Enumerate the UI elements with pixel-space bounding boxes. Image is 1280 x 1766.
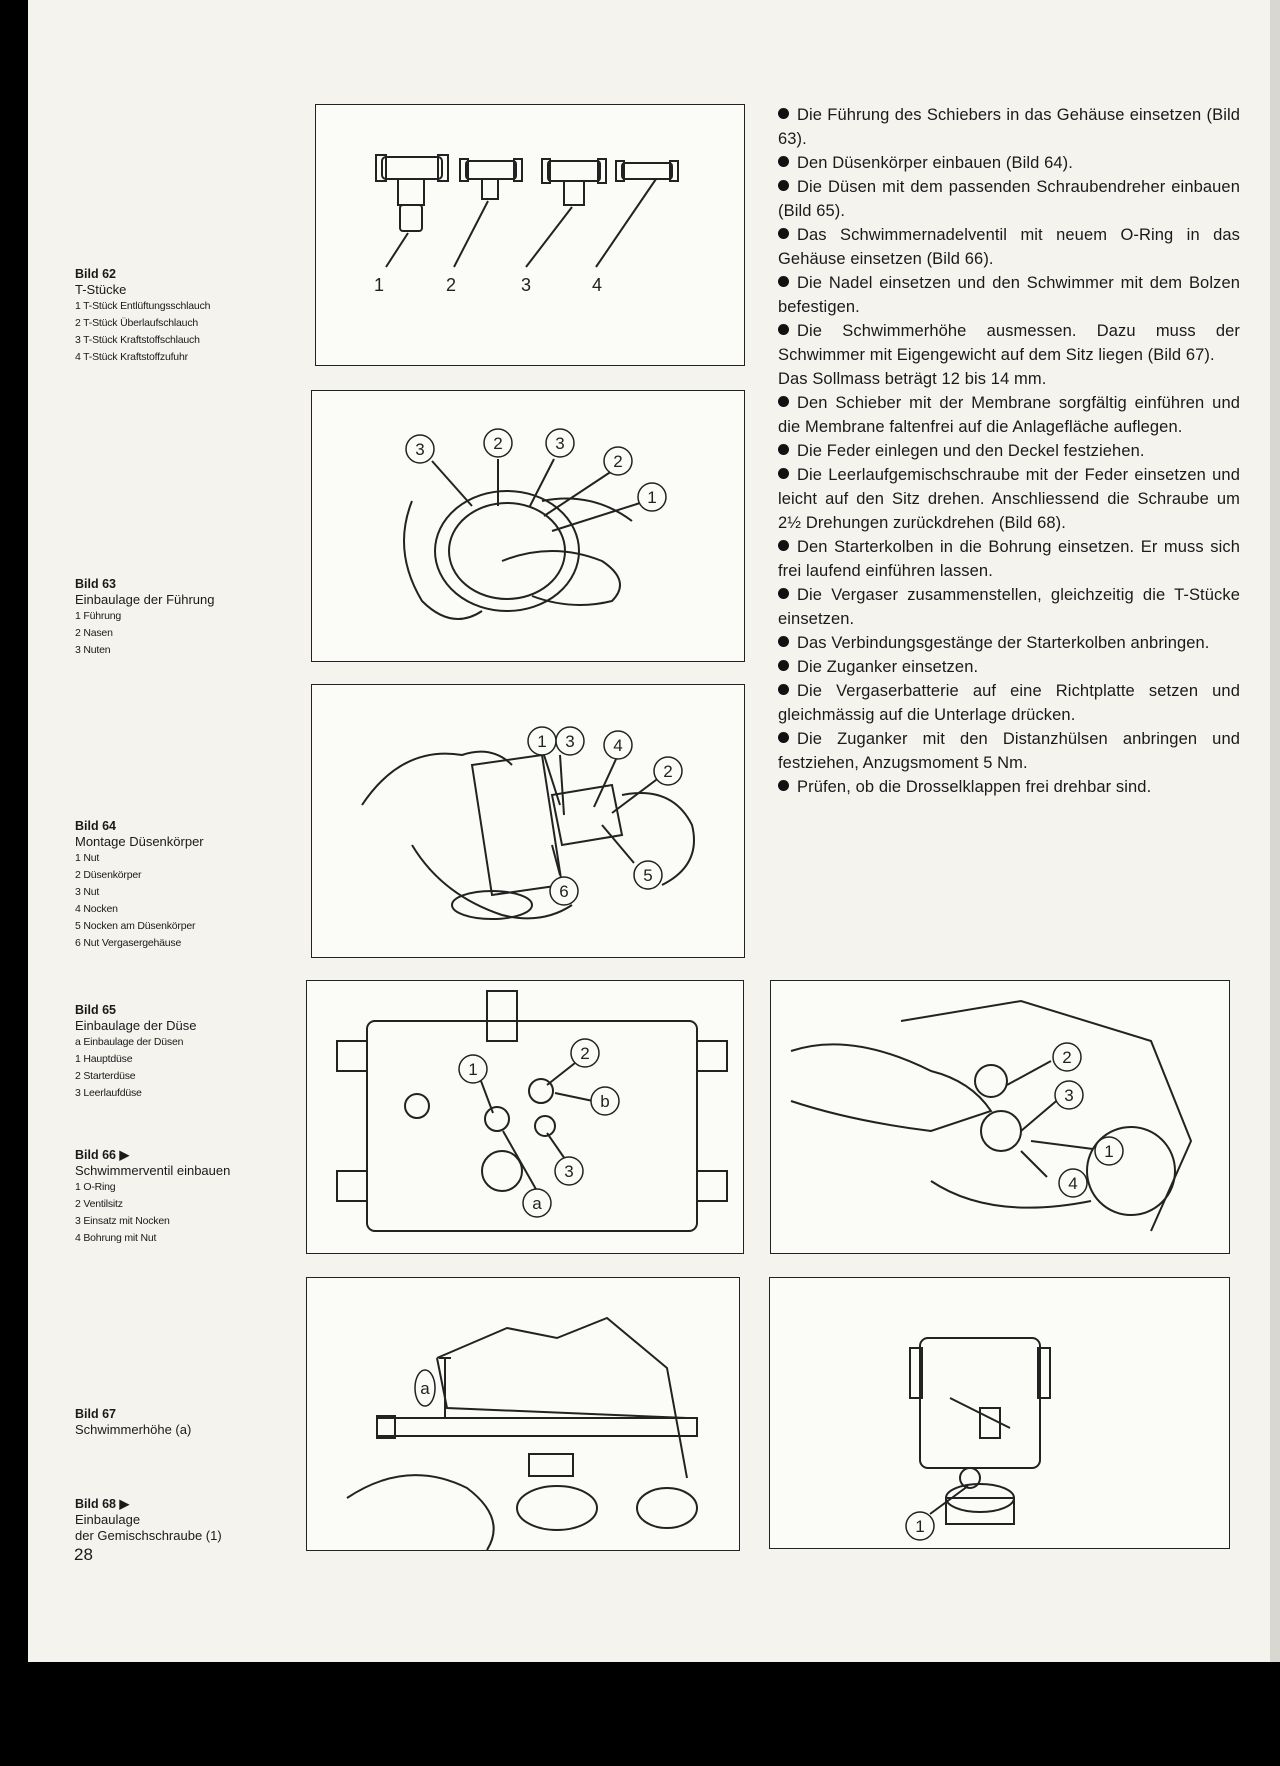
caption-item: 6 Nut Vergasergehäuse — [75, 937, 182, 949]
instruction-item — [778, 175, 1240, 223]
fig65-label: a — [532, 1194, 542, 1213]
caption-bild-64 — [75, 818, 285, 952]
caption-bild-65 — [75, 1002, 285, 1102]
instruction-item — [778, 535, 1240, 583]
caption-item: 1 Hauptdüse — [75, 1053, 133, 1065]
caption-title: Bild 63 — [75, 577, 116, 591]
bullet-icon — [778, 228, 789, 239]
fig68-label: 1 — [915, 1517, 925, 1536]
fig62-label: 1 — [374, 275, 385, 295]
caption-title: Bild 68 ▶ — [75, 1497, 130, 1511]
caption-title: Bild 62 — [75, 267, 116, 281]
instructions-column — [778, 103, 1240, 799]
bullet-icon — [778, 732, 789, 743]
bullet-icon — [778, 444, 789, 455]
bullet-icon — [778, 660, 789, 671]
caption-item: 4 Bohrung mit Nut — [75, 1232, 157, 1244]
bullet-icon — [778, 156, 789, 167]
instruction-text: Den Düsenkörper einbauen (Bild 64). — [797, 154, 1073, 172]
figure-65-jet-position — [306, 980, 744, 1254]
fig63-label: 3 — [415, 440, 425, 459]
instruction-item — [778, 439, 1240, 463]
instruction-text: Die Nadel einsetzen und den Schwimmer mit dem Bolzen befestigen. — [778, 274, 1240, 316]
instruction-item — [778, 271, 1240, 319]
instruction-text: Die Düsen mit dem passenden Schraubendreher einbauen (Bild 65). — [778, 178, 1240, 220]
instruction-item — [778, 151, 1240, 175]
bullet-icon — [778, 684, 789, 695]
instruction-item — [778, 103, 1240, 151]
bullet-icon — [778, 396, 789, 407]
page-number: 28 — [74, 1545, 93, 1564]
bullet-icon — [778, 468, 789, 479]
caption-item: a Einbaulage der Düsen — [75, 1036, 184, 1048]
caption-item: 2 Nasen — [75, 627, 113, 639]
fig65-label: 2 — [580, 1044, 590, 1063]
caption-subtitle: Schwimmerhöhe (a) — [75, 1422, 192, 1437]
bullet-icon — [778, 588, 789, 599]
instruction-item — [778, 367, 1240, 391]
caption-item: 3 Einsatz mit Nocken — [75, 1215, 170, 1227]
caption-item: 3 Nuten — [75, 644, 111, 656]
fig62-label: 3 — [521, 275, 532, 295]
caption-bild-62 — [75, 266, 285, 366]
caption-bild-67 — [75, 1406, 285, 1438]
float-height-illustration — [307, 1278, 739, 1550]
fig62-label: 4 — [592, 275, 603, 295]
fig66-label: 2 — [1062, 1048, 1072, 1067]
caption-subtitle: T-Stücke — [75, 282, 127, 297]
caption-item: 2 Düsenkörper — [75, 869, 142, 881]
caption-item: 3 T-Stück Kraftstoffschlauch — [75, 334, 200, 346]
fig63-label: 2 — [493, 434, 503, 453]
fig63-label: 2 — [613, 452, 623, 471]
instruction-text: Den Starterkolben in die Bohrung einsetzen. Er muss sich frei laufend einführen lassen. — [778, 538, 1240, 580]
instruction-text: Die Vergaser zusammenstellen, gleichzeitig die T-Stücke einsetzen. — [778, 586, 1240, 628]
fig64-label: 2 — [663, 762, 673, 781]
manual-page — [28, 0, 1280, 1662]
instruction-item — [778, 583, 1240, 631]
instruction-item — [778, 775, 1240, 799]
instruction-item — [778, 655, 1240, 679]
instruction-text: Das Schwimmernadelventil mit neuem O-Ring in das Gehäuse einsetzen (Bild 66). — [778, 226, 1240, 268]
figure-67-float-height — [306, 1277, 740, 1551]
fig64-label: 1 — [537, 732, 547, 751]
page-edge — [1270, 0, 1280, 1662]
caption-item: 4 Nocken — [75, 903, 118, 915]
fig63-label: 3 — [555, 434, 565, 453]
fig65-label: b — [600, 1092, 610, 1111]
caption-subtitle: Einbaulage — [75, 1512, 141, 1527]
caption-subtitle: Schwimmerventil einbauen — [75, 1163, 231, 1178]
instruction-item — [778, 631, 1240, 655]
jet-body-illustration — [312, 685, 744, 957]
instruction-text: Die Führung des Schiebers in das Gehäuse einsetzen (Bild 63). — [778, 106, 1240, 148]
caption-item: 3 Nut — [75, 886, 100, 898]
caption-item: 2 Starterdüse — [75, 1070, 136, 1082]
caption-title: Bild 64 — [75, 819, 116, 833]
instruction-text: Die Vergaserbatterie auf eine Richtplatte setzen und gleichmässig auf die Unterlage drücken. — [778, 682, 1240, 724]
caption-item: 1 O-Ring — [75, 1181, 116, 1193]
figure-64-jet-body-assembly — [311, 684, 745, 958]
fig64-label: 6 — [559, 882, 569, 901]
caption-subtitle: Einbaulage der Düse — [75, 1018, 197, 1033]
instruction-item — [778, 319, 1240, 367]
caption-subtitle: Einbaulage der Führung — [75, 592, 215, 607]
figure-63-guide-installation — [311, 390, 745, 662]
caption-item: 5 Nocken am Düsenkörper — [75, 920, 196, 932]
bullet-icon — [778, 180, 789, 191]
fig66-label: 1 — [1104, 1142, 1114, 1161]
instruction-item — [778, 391, 1240, 439]
caption-subtitle: Montage Düsenkörper — [75, 834, 204, 849]
instruction-text: Das Verbindungsgestänge der Starterkolben anbringen. — [797, 634, 1210, 652]
caption-item: 2 T-Stück Überlaufschlauch — [75, 317, 199, 329]
caption-title: Bild 67 — [75, 1407, 116, 1421]
caption-title: Bild 66 ▶ — [75, 1148, 130, 1162]
fig65-label: 3 — [564, 1162, 574, 1181]
instruction-item — [778, 463, 1240, 535]
caption-title: Bild 65 — [75, 1003, 116, 1017]
instruction-text: Das Sollmass beträgt 12 bis 14 mm. — [778, 370, 1047, 388]
instruction-item — [778, 223, 1240, 271]
caption-item: 1 Nut — [75, 852, 100, 864]
guide-illustration — [312, 391, 744, 661]
t-pieces-illustration — [316, 105, 744, 365]
caption-item: der Gemischschraube (1) — [75, 1528, 222, 1543]
instruction-text: Die Feder einlegen und den Deckel festziehen. — [797, 442, 1145, 460]
mixture-screw-illustration — [770, 1278, 1229, 1548]
caption-bild-66 — [75, 1147, 285, 1247]
instruction-text: Prüfen, ob die Drosselklappen frei drehbar sind. — [797, 778, 1152, 796]
caption-item: 4 T-Stück Kraftstoffzufuhr — [75, 351, 188, 363]
instruction-item — [778, 679, 1240, 727]
fig64-label: 4 — [613, 736, 623, 755]
caption-bild-68 — [75, 1496, 285, 1544]
caption-bild-63 — [75, 576, 285, 659]
fig65-label: 1 — [468, 1060, 478, 1079]
bullet-icon — [778, 276, 789, 287]
caption-item: 2 Ventilsitz — [75, 1198, 123, 1210]
fig64-label: 3 — [565, 732, 575, 751]
instruction-item — [778, 727, 1240, 775]
float-valve-illustration — [771, 981, 1229, 1253]
caption-item: 1 T-Stück Entlüftungsschlauch — [75, 300, 211, 312]
instruction-text: Den Schieber mit der Membrane sorgfältig einführen und die Membrane faltenfrei auf die Anlagefläche auflegen. — [778, 394, 1240, 436]
caption-item: 1 Führung — [75, 610, 122, 622]
bullet-icon — [778, 636, 789, 647]
figure-66-float-valve — [770, 980, 1230, 1254]
bullet-icon — [778, 540, 789, 551]
bullet-icon — [778, 324, 789, 335]
jet-position-illustration — [307, 981, 743, 1253]
fig62-label: 2 — [446, 275, 457, 295]
instruction-text: Die Zuganker mit den Distanzhülsen anbringen und festziehen, Anzugsmoment 5 Nm. — [778, 730, 1240, 772]
instruction-text: Die Zuganker einsetzen. — [797, 658, 979, 676]
fig63-label: 1 — [647, 488, 657, 507]
instruction-text: Die Schwimmerhöhe ausmessen. Dazu muss der Schwimmer mit Eigengewicht auf dem Sitz liegen (Bild 67). — [778, 322, 1240, 364]
fig67-label: a — [420, 1379, 430, 1398]
caption-item: 3 Leerlaufdüse — [75, 1087, 142, 1099]
instruction-text: Die Leerlaufgemischschraube mit der Feder einsetzen und leicht auf den Sitz drehen. Anschliessend die Schraube um 2½ Drehungen zurückdrehen (Bild 68). — [778, 466, 1240, 532]
fig64-label: 5 — [643, 866, 653, 885]
fig66-label: 3 — [1064, 1086, 1074, 1105]
bullet-icon — [778, 108, 789, 119]
figure-62-t-pieces — [315, 104, 745, 366]
figure-68-mixture-screw — [769, 1277, 1230, 1549]
bullet-icon — [778, 780, 789, 791]
fig66-label: 4 — [1068, 1174, 1078, 1193]
